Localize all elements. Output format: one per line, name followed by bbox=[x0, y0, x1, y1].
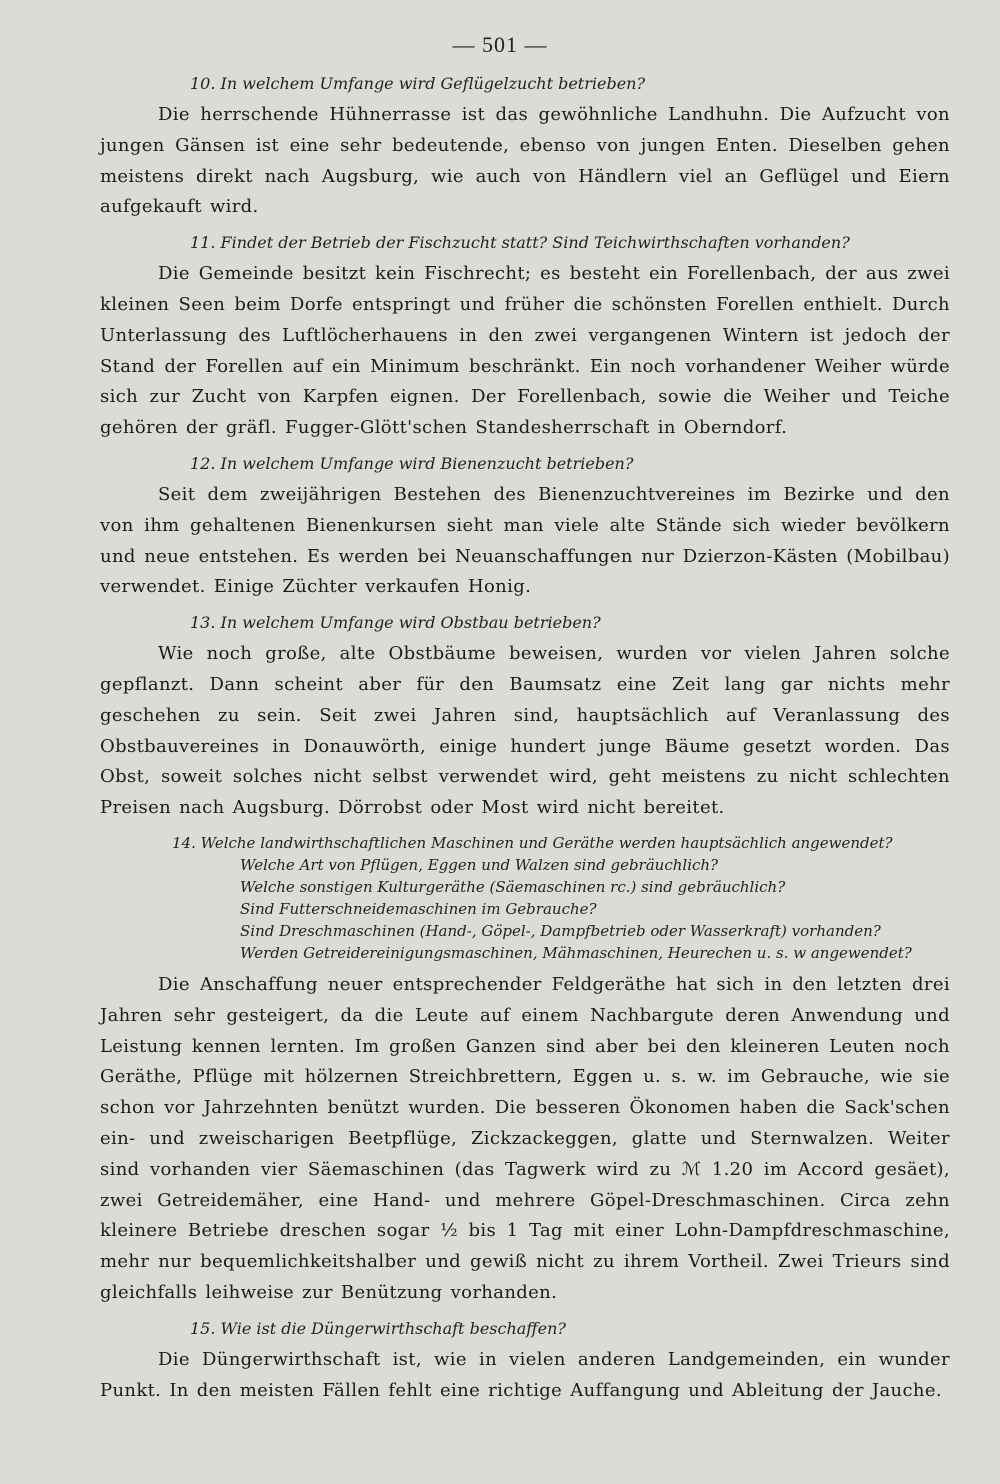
section-15 bbox=[100, 1317, 950, 1407]
section-11 bbox=[100, 231, 950, 444]
question-heading: 13. In welchem Umfange wird Obstbau betrieben? bbox=[190, 613, 601, 633]
question-line: Werden Getreidereinigungsmaschinen, Mähmaschinen, Heurechen u. s. w angewendet? bbox=[240, 943, 912, 962]
question-line: 14. Welche landwirthschaftlichen Maschinen und Geräthe werden hauptsächlich angewendet? bbox=[172, 833, 893, 852]
question-line: Sind Futterschneidemaschinen im Gebrauche? bbox=[240, 899, 597, 918]
section-14 bbox=[100, 832, 950, 1309]
question-heading: 12. In welchem Umfange wird Bienenzucht betrieben? bbox=[190, 453, 634, 473]
section-13 bbox=[100, 611, 950, 824]
answer-paragraph: Die Düngerwirthschaft ist, wie in vielen anderen Landgemeinden, ein wunder Punkt. In den meisten Fällen fehlt eine richtige Auffangung und Ableitung der Jauche. bbox=[100, 1348, 950, 1401]
answer-paragraph: Seit dem zweijährigen Bestehen des Bienenzuchtvereines im Bezirke und den von ihm gehaltenen Bienenkursen sieht man viele alte Stände sich wieder bevölkern und neue entstehen. Es werden bei Neuanschaffungen nur Dzierzon-Kästen (Mobilbau) verwendet. Einige Züchter verkaufen Honig. bbox=[100, 483, 950, 598]
question-line: Sind Dreschmaschinen (Hand-, Göpel-, Dampfbetrieb oder Wasserkraft) vorhanden? bbox=[240, 921, 881, 940]
page-body bbox=[100, 72, 950, 1414]
section-12 bbox=[100, 452, 950, 603]
answer-paragraph: Die herrschende Hühnerrasse ist das gewöhnliche Landhuhn. Die Aufzucht von jungen Gänsen ist eine sehr bedeutende, ebenso von jungen Enten. Dieselben gehen meistens direkt nach Augsburg, wie auch von Händlern viel an Geflügel und Eiern aufgekauft wird. bbox=[100, 104, 950, 218]
answer-paragraph: Wie noch große, alte Obstbäume beweisen, wurden vor vielen Jahren solche gepflanzt. Dann scheint aber für den Baumsatz eine Zeit lang gar nichts mehr geschehen zu sein. Seit zwei Jahren sind, hauptsächlich auf Veranlassung des Obstbauvereines in Donauwörth, einige hundert junge Bäume gesetzt worden. Das Obst, soweit solches nicht selbst verwendet wird, geht meistens zu nicht schlechten Preisen nach Augsburg. Dörrobst oder Most wird nicht bereitet. bbox=[100, 643, 950, 819]
page-number: — 501 — bbox=[452, 32, 548, 57]
question-heading: 11. Findet der Betrieb der Fischzucht statt? Sind Teichwirthschaften vorhanden? bbox=[190, 233, 850, 253]
question-heading: 15. Wie ist die Düngerwirthschaft beschaffen? bbox=[190, 1318, 566, 1338]
question-heading: 10. In welchem Umfange wird Geflügelzucht betrieben? bbox=[190, 74, 646, 93]
question-line: Welche Art von Pflügen, Eggen und Walzen sind gebräuchlich? bbox=[240, 855, 719, 874]
section-10 bbox=[100, 72, 950, 223]
answer-paragraph: Die Gemeinde besitzt kein Fischrecht; es besteht ein Forellenbach, der aus zwei kleinen Seen beim Dorfe entspringt und früher die schönsten Forellen enthielt. Durch Unterlassung des Luftlöcherhauens in den zwei vergangenen Wintern ist jedoch der Stand der Forellen auf ein Minimum beschränkt. Ein noch vorhandener Weiher würde sich zur Zucht von Karpfen eignen. Der Forellenbach, sowie die Weiher und Teiche gehören der gräfl. Fugger-Glött'schen Standesherrschaft in Oberndorf. bbox=[100, 263, 950, 439]
answer-paragraph: Die Anschaffung neuer entsprechender Feldgeräthe hat sich in den letzten drei Jahren sehr gesteigert, da die Leute auf einem Nachbargute deren Anwendung und Leistung kennen lernten. Im großen Ganzen sind aber bei den kleineren Leuten noch Geräthe, Pflüge mit hölzernen Streichbrettern, Eggen u. s. w. im Gebrauche, wie sie schon vor Jahrzehnten benützt wurden. Die besseren Ökonomen haben die Sack'schen ein- und zweischarigen Beetpflüge, Zickzackeggen, glatte und Sternwalzen. Weiter sind vorhanden vier Säemaschinen (das Tagwerk wird zu ℳ 1.20 im Accord gesäet), zwei Getreidemäher, eine Hand- und mehrere Göpel-Dreschmaschinen. Circa zehn kleinere Betriebe dreschen sogar ½ bis 1 Tag mit einer Lohn-Dampfdreschmaschine, mehr nur bequemlichkeitshalber und gewiß nicht zu ihrem Vortheil. Zwei Trieurs sind gleichfalls leihweise zur Benützung vorhanden. bbox=[100, 973, 950, 1303]
question-line: Welche sonstigen Kulturgeräthe (Säemaschinen rc.) sind gebräuchlich? bbox=[240, 877, 786, 896]
question-heading-block bbox=[100, 832, 950, 964]
